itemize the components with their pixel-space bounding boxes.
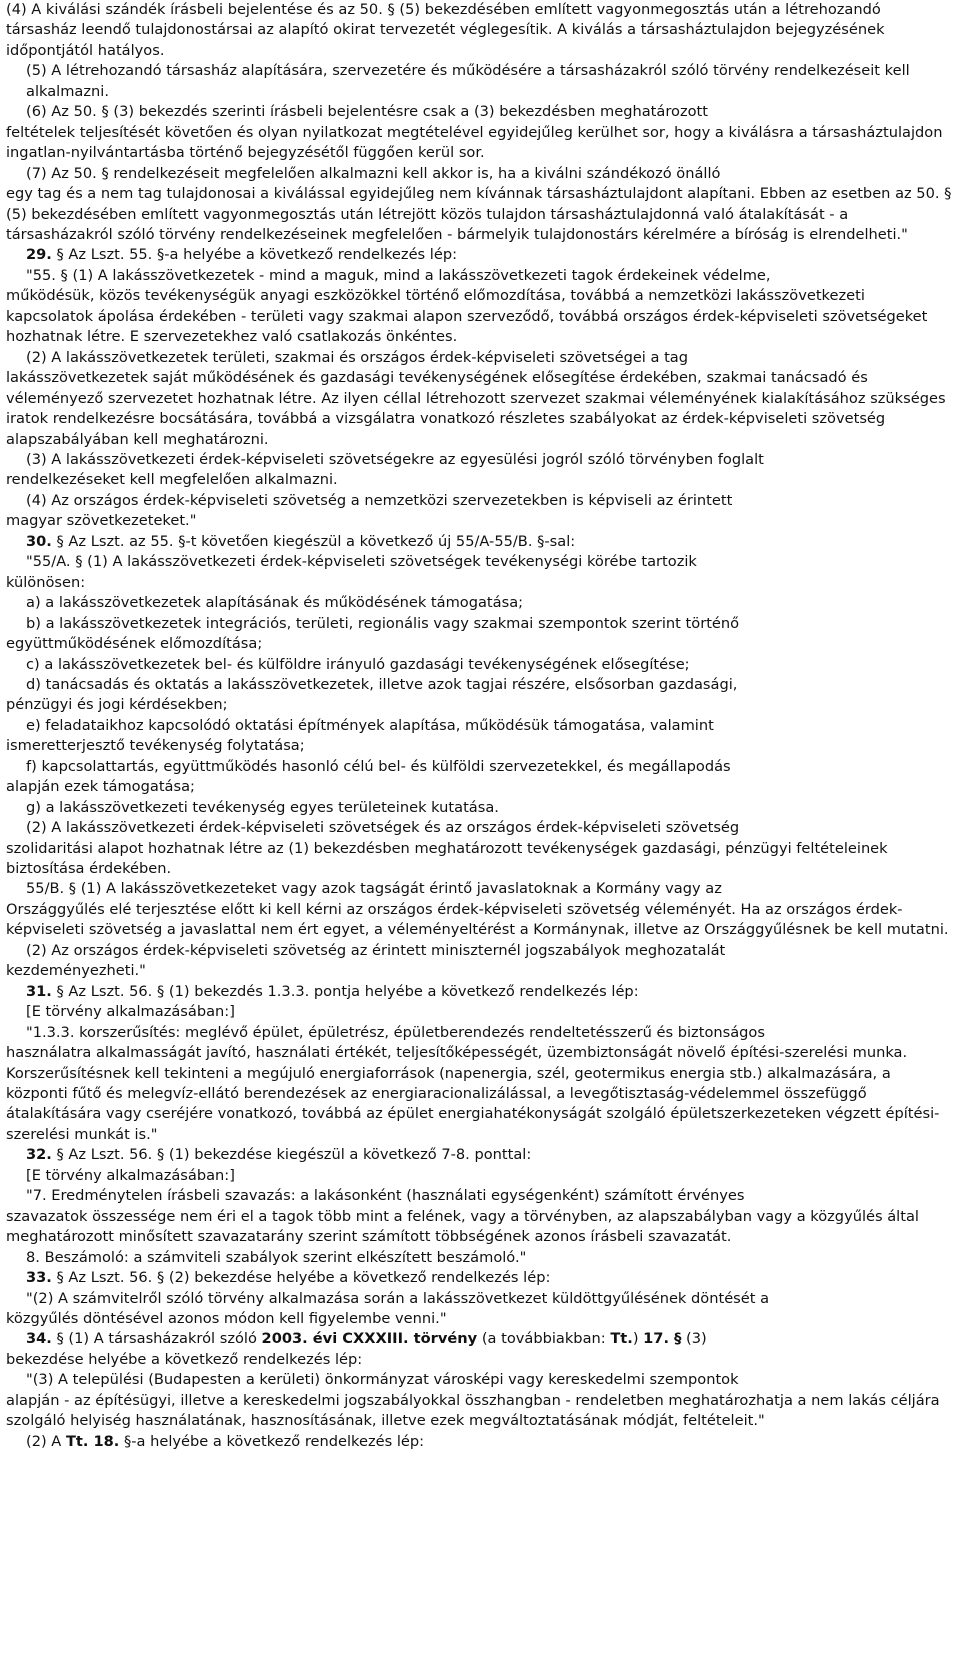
paragraph — [6, 839, 954, 880]
paragraph — [6, 675, 954, 695]
text-run: [E törvény alkalmazásában:] — [26, 1003, 235, 1021]
text-run: Országgyűlés elé terjesztése előtt ki kell kérni az országos érdek-képviseleti szövetség véleményét. Ha az országos érdek-képviseleti szövetség a javaslattal nem ért egyet, a véleményeltérést a Kormánynak, illetve az Országgyűlésnek be kell mutatni. — [6, 900, 949, 939]
text-run: c) a lakásszövetkezetek bel- és külföldre irányuló gazdasági tevékenységének elősegítése; — [26, 655, 690, 673]
paragraph — [6, 982, 954, 1002]
paragraph — [6, 879, 954, 899]
text-run: 8. Beszámoló: a számviteli szabályok szerint elkészített beszámoló." — [26, 1248, 527, 1266]
text-run: "(2) A számvitelről szóló törvény alkalmazása során a lakásszövetkezet küldöttgyűlésének döntését a — [26, 1289, 770, 1307]
text-run: b) a lakásszövetkezetek integrációs, területi, regionális vagy szakmai szempontok szerint történő — [26, 614, 740, 632]
text-run: § Az Lszt. az 55. §-t követően kiegészül a következő új 55/A-55/B. §-sal: — [51, 532, 576, 550]
bold-text: 17. § — [643, 1330, 682, 1348]
text-run: szolidaritási alapot hozhatnak létre az (1) bekezdésben meghatározott tevékenységek gazdasági, pénzügyi feltételeinek biztosítása érdekében. — [6, 839, 888, 878]
paragraph — [6, 961, 954, 981]
bold-text: Tt. — [610, 1330, 633, 1348]
paragraph — [6, 634, 954, 654]
paragraph — [6, 1329, 954, 1349]
paragraph — [6, 61, 954, 102]
text-run: [E törvény alkalmazásában:] — [26, 1166, 235, 1184]
text-run: feltételek teljesítését követően és olyan nyilatkozat megtételével egyidejűleg kerülhet sor, hogy a kiválásra a társasháztulajdon ingatlan-nyilvántartásba történő bejegyzésétől függően kerül sor. — [6, 123, 943, 162]
paragraph — [6, 1248, 954, 1268]
text-run: (a továbbiakban: — [477, 1330, 611, 1348]
text-run: (6) Az 50. § (3) bekezdés szerinti írásbeli bejelentésre csak a (3) bekezdésben meghatározott — [26, 103, 708, 121]
text-run: e) feladataikhoz kapcsolódó oktatási építmények alapítása, működésük támogatása, valamint — [26, 716, 714, 734]
paragraph — [6, 286, 954, 347]
text-run: §-a helyébe a következő rendelkezés lép: — [119, 1432, 425, 1450]
bold-text: 31. — [26, 982, 52, 1000]
text-run: egy tag és a nem tag tulajdonosai a kiválással egyidejűleg nem kívánnak társasháztulajdont alapítani. Ebben az esetben az 50. § (5) bekezdésében említett vagyonmegosztás után létrejött közös tulajdon társasháztulajdonná való átalakítását - a társasházakról szóló törvény rendelkezéseinek megfelelően - bármelyik tulajdonostárs kérelmére a bíróság is elrendelheti." — [6, 185, 952, 243]
text-run: szavazatok összessége nem éri el a tagok több mint a felének, vagy a törvényben, az alapszabályban vagy a közgyűlés által meghatározott minősített szavazatarány szerint számított többségének azonos írásbeli szavazatát. — [6, 1207, 919, 1246]
paragraph — [6, 368, 954, 450]
bold-text: 2003. évi CXXXIII. törvény — [261, 1330, 478, 1348]
paragraph — [6, 798, 954, 818]
text-run: különösen: — [6, 573, 86, 591]
paragraph — [6, 1289, 954, 1309]
text-run: (2) Az országos érdek-képviseleti szövetség az érintett miniszternél jogszabályok meghozatalát — [26, 941, 726, 959]
paragraph — [6, 777, 954, 797]
paragraph — [6, 450, 954, 470]
paragraph — [6, 614, 954, 634]
paragraph — [6, 470, 954, 490]
paragraph — [6, 1370, 954, 1390]
text-run: 55/B. § (1) A lakásszövetkezeteket vagy azok tagságát érintő javaslatoknak a Kormány vagy az — [26, 880, 722, 898]
paragraph — [6, 1186, 954, 1206]
text-run: "55. § (1) A lakásszövetkezetek - mind a maguk, mind a lakásszövetkezeti tagok érdekeinek védelme, — [26, 266, 771, 284]
text-run: (2) A lakásszövetkezeti érdek-képviseleti szövetségek és az országos érdek-képviseleti szövetség — [26, 819, 740, 837]
text-run: "55/A. § (1) A lakásszövetkezeti érdek-képviseleti szövetségek tevékenységi körébe tartozik — [26, 553, 697, 571]
bold-text: 30. — [26, 532, 52, 550]
paragraph — [6, 245, 954, 265]
text-run: bekezdése helyébe a következő rendelkezés lép: — [6, 1350, 363, 1368]
paragraph — [6, 1432, 954, 1452]
paragraph — [6, 1002, 954, 1022]
bold-text: 32. — [26, 1146, 52, 1164]
text-run: "7. Eredménytelen írásbeli szavazás: a lakásonként (használati egységenként) számított érvényes — [26, 1187, 745, 1205]
text-run: a) a lakásszövetkezetek alapításának és működésének támogatása; — [26, 594, 524, 612]
paragraph — [6, 1391, 954, 1432]
text-run: (3) A lakásszövetkezeti érdek-képviseleti szövetségekre az egyesülési jogról szóló törvényben foglalt — [26, 450, 764, 468]
text-run: (5) A létrehozandó társasház alapítására, szervezetére és működésére a társasházakról szóló törvény rendelkezéseit kell alkalmazni. — [26, 62, 910, 100]
paragraph — [6, 573, 954, 593]
bold-text: 34. — [26, 1330, 52, 1348]
bold-text: Tt. 18. — [65, 1432, 120, 1450]
paragraph — [6, 1043, 954, 1145]
paragraph — [6, 1145, 954, 1165]
text-run: magyar szövetkezeteket." — [6, 512, 197, 530]
text-run: működésük, közös tevékenységük anyagi eszközökkel történő előmozdítása, továbbá a nemzetközi lakásszövetkezeti kapcsolatok ápolása érdekében - területi vagy szakmai alapon szerveződő, továbbá országos érdek-képviseleti szövetségeket hozhatnak létre. E szervezetekhez való csatlakozás önkéntes. — [6, 287, 928, 346]
text-run: § Az Lszt. 55. §-a helyébe a következő rendelkezés lép: — [51, 246, 458, 264]
paragraph — [6, 1207, 954, 1248]
text-run: (4) A kiválási szándék írásbeli bejelentése és az 50. § (5) bekezdésében említett vagyonmegosztás után a létrehozandó társasház leendő tulajdonostársai az alapító okirat tervezetét véglegesítik. A kiválás a társasháztulajdon bejegyzésének időpontjától hatályos. — [6, 1, 885, 59]
paragraph — [6, 552, 954, 572]
paragraph — [6, 348, 954, 368]
paragraph — [6, 1268, 954, 1288]
text-run: (2) A lakásszövetkezetek területi, szakmai és országos érdek-képviseleti szövetségei a tag — [26, 348, 689, 366]
paragraph — [6, 1166, 954, 1186]
text-run: "1.3.3. korszerűsítés: meglévő épület, épületrész, épületberendezés rendeltetésszerű és biztonságos — [26, 1023, 765, 1041]
text-run: § Az Lszt. 56. § (2) bekezdése helyébe a következő rendelkezés lép: — [51, 1269, 551, 1287]
paragraph — [6, 655, 954, 675]
paragraph — [6, 818, 954, 838]
text-run: d) tanácsadás és oktatás a lakásszövetkezetek, illetve azok tagjai részére, elsősorban gazdasági, — [26, 675, 738, 693]
paragraph — [6, 0, 954, 61]
text-run: (3) — [681, 1330, 707, 1348]
paragraph — [6, 941, 954, 961]
text-run: pénzügyi és jogi kérdésekben; — [6, 696, 228, 714]
paragraph — [6, 491, 954, 511]
text-run: § (1) A társasházakról szóló — [51, 1330, 262, 1348]
bold-text: 33. — [26, 1269, 52, 1287]
text-run: alapján - az építésügyi, illetve a kereskedelmi jogszabályokkal összhangban - rendeletben meghatározhatja a nem lakás céljára szolgáló helyiség használatának, hasznosításának, illetve ezek megváltoztatásának módját, feltételeit." — [6, 1391, 940, 1430]
paragraph — [6, 532, 954, 552]
text-run: ) — [632, 1330, 644, 1348]
paragraph — [6, 757, 954, 777]
text-run: kezdeményezheti." — [6, 962, 146, 980]
text-run: közgyűlés döntésével azonos módon kell figyelembe venni." — [6, 1310, 447, 1327]
text-run: használatra alkalmasságát javító, használati értékét, teljesítőképességét, üzembiztonságát növelő építési-szerelési munka. Korszerűsítésnek kell tekinteni a megújuló energiaforrások (napenergia, szél, geotermikus energia stb.) alkalmazására, a központi fűtő és melegvíz-ellátó berendezések az energiaracionalizálással, a levegőtisztaság-védelemmel összefüggő átalakítására vagy cseréjére vonatkozó, továbbá az épület energiahatékonyságát szolgáló épületszerkezeteken végzett építési-szerelési munkát is." — [6, 1044, 940, 1143]
text-run: g) a lakásszövetkezeti tevékenység egyes területeinek kutatása. — [26, 798, 499, 816]
paragraph — [6, 123, 954, 164]
paragraph — [6, 736, 954, 756]
paragraph — [6, 102, 954, 122]
text-run: f) kapcsolattartás, együttműködés hasonló célú bel- és külföldi szervezetekkel, és megállapodás — [26, 757, 731, 775]
paragraph — [6, 695, 954, 715]
text-run: együttműködésének előmozdítása; — [6, 635, 263, 653]
text-run: lakásszövetkezetek saját működésének és gazdasági tevékenységének elősegítése érdekében, szakmai tanácsadó és véleményező szervezetet hozhatnak létre. Az ilyen céllal létrehozott szervezet szakmai véleményének kialakításához szükséges iratok rendelkezésre bocsátására, továbbá a vizsgálatra vonatkozó részletes szabályokat az érdek-képviseleti szövetség alapszabályában kell meghatározni. — [6, 369, 946, 448]
text-run: (2) A — [26, 1432, 66, 1450]
paragraph — [6, 1309, 954, 1329]
paragraph — [6, 716, 954, 736]
text-run: rendelkezéseket kell megfelelően alkalmazni. — [6, 471, 338, 489]
paragraph — [6, 164, 954, 184]
paragraph — [6, 511, 954, 531]
bold-text: 29. — [26, 246, 52, 264]
paragraph — [6, 184, 954, 245]
text-run: "(3) A települési (Budapesten a kerületi) önkormányzat városképi vagy kereskedelmi szempontok — [26, 1371, 739, 1389]
text-run: (4) Az országos érdek-képviseleti szövetség a nemzetközi szervezetekben is képviseli az érintett — [26, 491, 733, 509]
text-run: ismeretterjesztő tevékenység folytatása; — [6, 737, 305, 755]
paragraph — [6, 266, 954, 286]
text-run: § Az Lszt. 56. § (1) bekezdés 1.3.3. pontja helyébe a következő rendelkezés lép: — [51, 982, 639, 1000]
text-run: alapján ezek támogatása; — [6, 778, 195, 796]
text-run: § Az Lszt. 56. § (1) bekezdése kiegészül a következő 7-8. ponttal: — [51, 1146, 532, 1164]
text-run: (7) Az 50. § rendelkezéseit megfelelően alkalmazni kell akkor is, ha a kiválni szándékozó önálló — [26, 164, 721, 182]
paragraph — [6, 1350, 954, 1370]
paragraph — [6, 1023, 954, 1043]
paragraph — [6, 593, 954, 613]
paragraph — [6, 900, 954, 941]
